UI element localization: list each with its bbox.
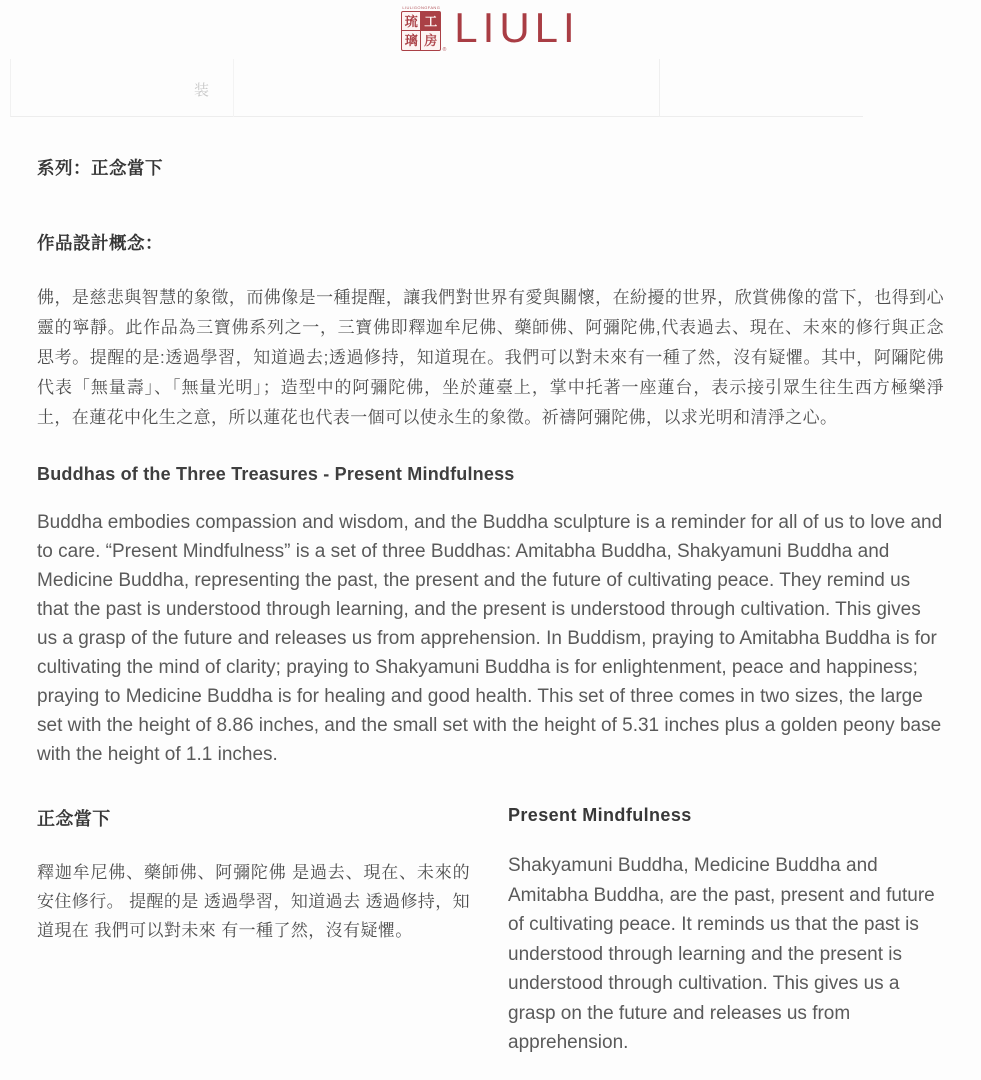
faded-toolbar [10, 59, 863, 117]
bilingual-columns [37, 805, 944, 1058]
column-chinese [37, 805, 470, 1058]
seal-char-fang: 房 [424, 33, 438, 48]
column-english-heading: Present Mindfulness [508, 805, 692, 825]
design-concept-body-zh: 佛，是慈悲與智慧的象徵，而佛像是一種提醒，讓我們對世界有愛與關懷，在紛擾的世界，欣賞佛像的當下，也得到心靈的寧靜。此作品為三寶佛系列之一，三寶佛即釋迦牟尼佛、藥師佛、阿彌陀佛,代表過去、現在、未來的修行與正念思考。提醒的是:透過學習，知道過去;透過修持，知道現在。我們可以對未來有一種了然，沒有疑懼。其中，阿隬陀佛代表「無量壽」、「無量光明」；造型中的阿彌陀佛，坐於蓮臺上，掌中托著一座蓮台，表示接引眾生往生西方極樂淨土，在蓮花中化生之意，所以蓮花也代表一個可以使永生的象徵。祈禱阿彌陀佛，以求光明和清淨之心。 [37, 288, 944, 427]
seal-top-caption: LIULIGONGFANG [402, 5, 441, 10]
brand-logo[interactable] [401, 5, 579, 51]
column-english [508, 805, 944, 1058]
series-heading: 系列：正念當下 [37, 158, 163, 178]
seal-grid [401, 11, 441, 51]
brand-wordmark: LIULI [454, 4, 580, 51]
faded-divider [233, 59, 234, 117]
seal-char-gong: 工 [421, 12, 440, 31]
design-concept-heading: 作品設計概念： [37, 233, 163, 253]
product-description [0, 155, 981, 1058]
english-section-heading: Buddhas of the Three Treasures - Present Mindfulness [37, 464, 515, 484]
column-chinese-body: 釋迦牟尼佛、藥師佛、阿彌陀佛 是過去、現在、未來的安住修行。 提醒的是 透過學習，知道過去 透過修持，知道現在 我們可以對未來 有一種了然，沒有疑懼。 [37, 863, 470, 940]
column-chinese-heading: 正念當下 [37, 809, 111, 829]
site-header [0, 0, 981, 51]
faded-divider [659, 59, 660, 117]
seal-char-li: 璃 [402, 31, 421, 50]
registered-mark: ® [442, 47, 447, 53]
seal-char-liu: 琉 [402, 12, 421, 31]
liuli-seal-icon [401, 5, 447, 53]
english-section-body: Buddha embodies compassion and wisdom, and the Buddha sculpture is a reminder for all of us to love and to care. “Present Mindfulness” is a set of three Buddhas: Amitabha Buddha, Shakyamuni Buddha and Medicine Buddha, representing the past, the present and the future of cultivating peace. They remind us that the past is understood through learning, and the present is understood through cultivation. This gives us a grasp of the future and releases us from apprehension. In Buddism, praying to Amitabha Buddha is for cultivating the mind of clarity; praying to Shakyamuni Buddha is for enlightenment, peace and happiness; praying to Medicine Buddha is for healing and good health. This set of three comes in two sizes, the large set with the height of 8.86 inches, and the small set with the height of 5.31 inches plus a golden peony base with the height of 1.1 inches. [37, 512, 943, 765]
faded-toolbar-glyph: 装 [194, 82, 210, 99]
column-english-body: Shakyamuni Buddha, Medicine Buddha and Amitabha Buddha, are the past, present and future of cultivating peace. It reminds us that the past is understood through learning and the present is understood through cultivation. This gives us a grasp on the future and releases us from apprehension. [508, 855, 935, 1053]
